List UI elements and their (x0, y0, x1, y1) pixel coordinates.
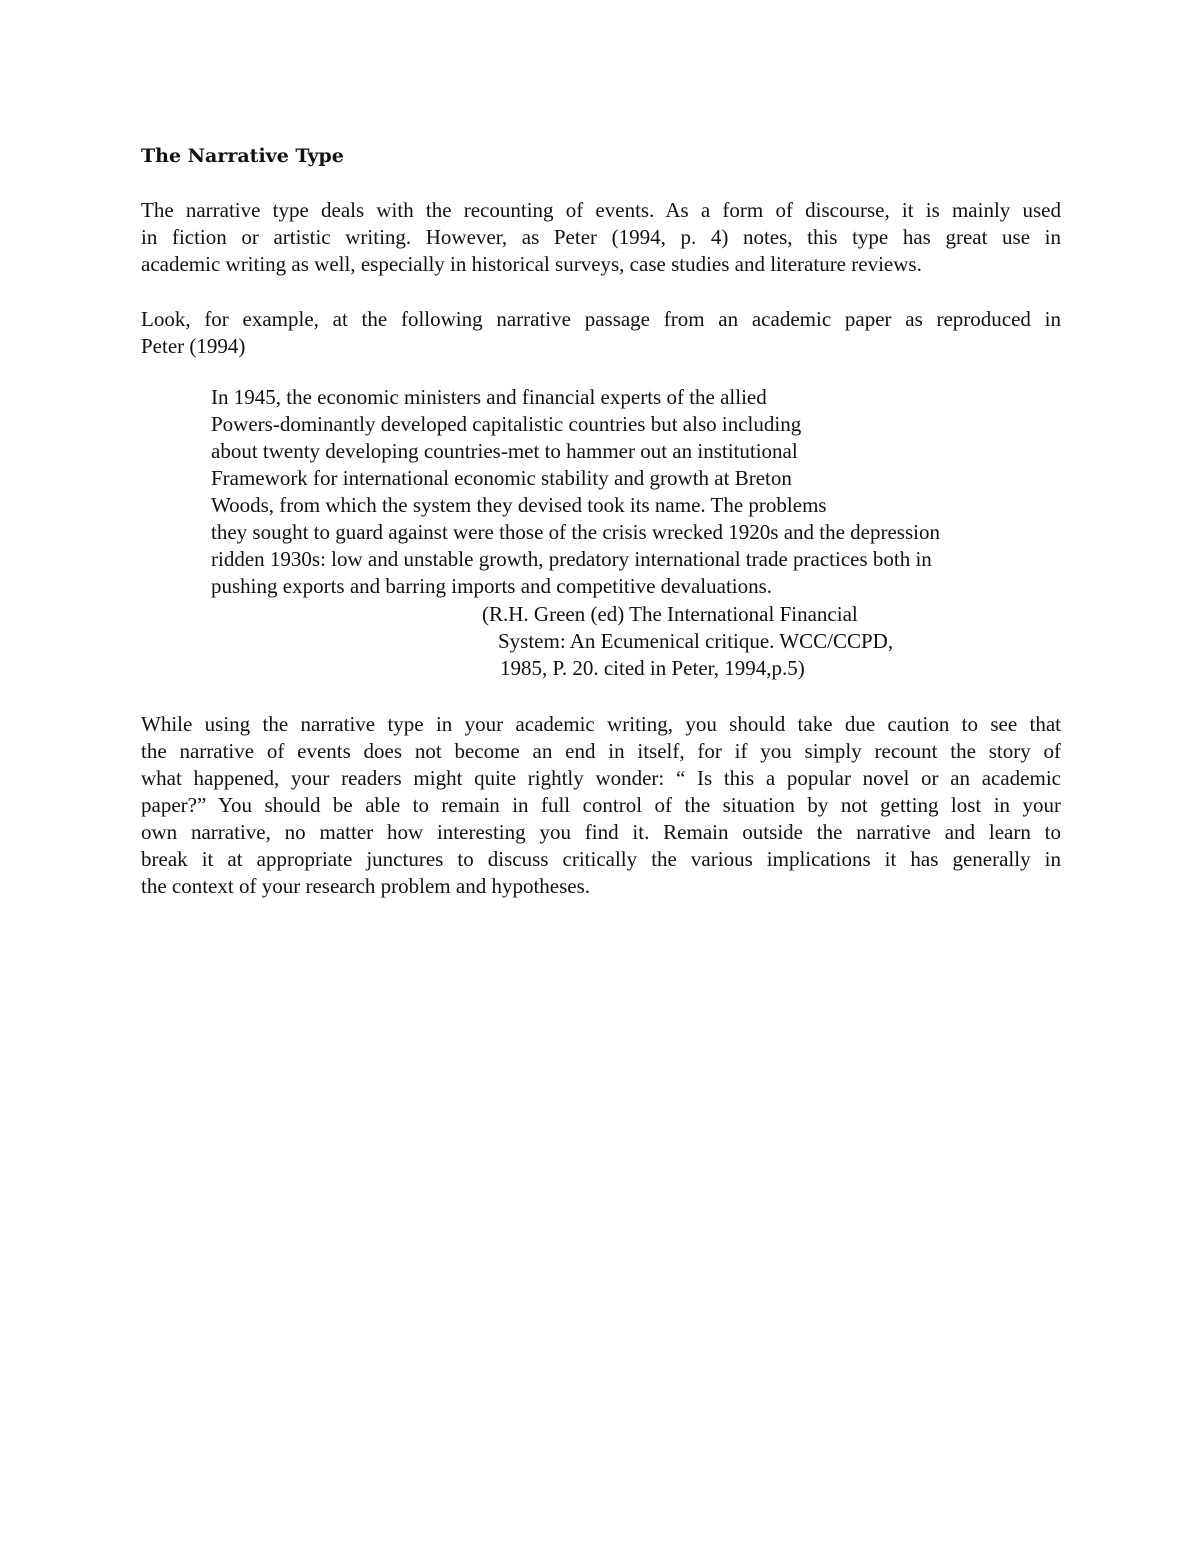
quote-line: Woods, from which the system they devised took its name. The problems (211, 493, 827, 517)
block-quote (211, 384, 1051, 600)
text-line: break it at appropriate junctures to discuss critically the various implications it has generally in (141, 847, 1061, 871)
text-line: the narrative of events does not become an end in itself, for if you simply recount the story of (141, 739, 1061, 763)
example-paragraph (141, 306, 1061, 360)
quote-citation (0, 601, 893, 682)
quote-line: Framework for international economic stability and growth at Breton (211, 466, 792, 490)
text-line: own narrative, no matter how interesting you find it. Remain outside the narrative and learn to (141, 820, 1061, 844)
quote-line: pushing exports and barring imports and competitive devaluations. (211, 574, 773, 598)
quote-line: ridden 1930s: low and unstable growth, predatory international trade practices both in (211, 547, 932, 571)
text-line: in fiction or artistic writing. However, as Peter (1994, p. 4) notes, this type has great use in (141, 225, 1061, 249)
quote-line: they sought to guard against were those of the crisis wrecked 1920s and the depression (211, 520, 940, 544)
page-title: The Narrative Type (141, 145, 344, 167)
citation-line: 1985, P. 20. cited in Peter, 1994,p.5) (500, 656, 805, 680)
quote-line: about twenty developing countries-met to hammer out an institutional (211, 439, 798, 463)
citation-line: (R.H. Green (ed) The International Financial (482, 602, 858, 626)
text-line: academic writing as well, especially in historical surveys, case studies and literature reviews. (141, 252, 922, 276)
caution-paragraph (141, 711, 1061, 900)
text-line: While using the narrative type in your academic writing, you should take due caution to see that (141, 712, 1061, 736)
text-line: Peter (1994) (141, 334, 246, 358)
text-line: The narrative type deals with the recounting of events. As a form of discourse, it is mainly used (141, 198, 1061, 222)
text-line: Look, for example, at the following narrative passage from an academic paper as reproduced in (141, 307, 1061, 331)
intro-paragraph (141, 197, 1061, 278)
quote-line: Powers-dominantly developed capitalistic countries but also including (211, 412, 802, 436)
quote-line: In 1945, the economic ministers and financial experts of the allied (211, 385, 767, 409)
text-line: paper?” You should be able to remain in full control of the situation by not getting lost in your (141, 793, 1061, 817)
text-line: the context of your research problem and hypotheses. (141, 874, 591, 898)
citation-line: System: An Ecumenical critique. WCC/CCPD, (498, 629, 894, 653)
text-line: what happened, your readers might quite rightly wonder: “ Is this a popular novel or an academic (141, 766, 1061, 790)
